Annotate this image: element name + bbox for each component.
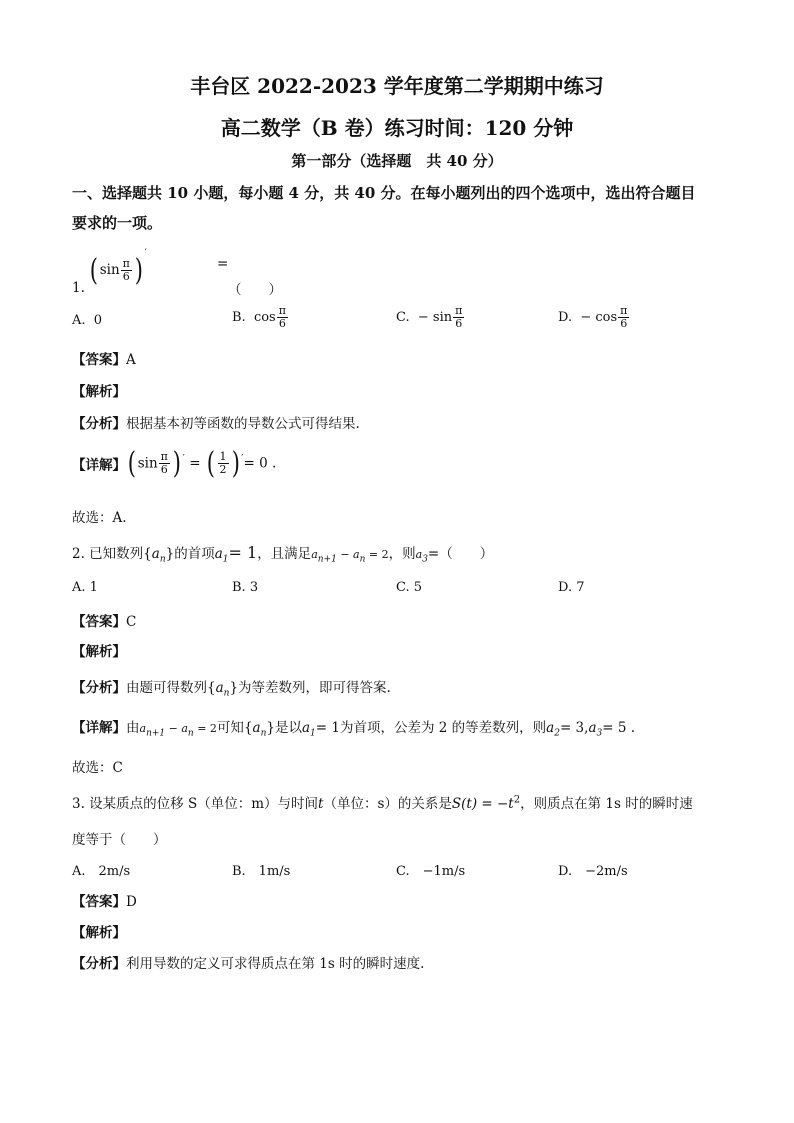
q3-option-b: B. 1m/s (232, 864, 291, 879)
fraction-pi-6: $\frac{\pi}{6}$ (122, 256, 130, 283)
page-subtitle: 高二数学（B 卷）练习时间：120 分钟 (220, 116, 574, 140)
section-intro-line1: 一、选择题共 10 小题，每小题 4 分，共 40 分。在每小题列出的四个选项中，选出符合题目 (72, 184, 696, 202)
sin-text: sin (99, 262, 120, 278)
q2-answer: 【答案】C (72, 614, 137, 630)
q1-option-b: B. cos $\frac{\pi}{6}$ (232, 304, 286, 331)
q1-derivative-expr: ( sin $\frac{\pi}{6}$ ) ′ (89, 248, 147, 288)
q2-analysis-tag: 【解析】 (72, 644, 126, 660)
q1-fenxi: 【分析】根据基本初等函数的导数公式可得结果. (72, 416, 360, 432)
question-number: 1. (72, 280, 85, 296)
q3-option-c: C. −1m/s (396, 864, 466, 879)
q2-option-b: B. 3 (232, 580, 259, 595)
q1-xiangjie: 【详解】( sin $\frac{\pi}{6}$ ) ′ = ( $\frac{1}{2}$ ) ′= 0 . (72, 446, 277, 481)
q3-answer: 【答案】D (72, 894, 137, 910)
question-3-stem-line2: 度等于（ ） (72, 832, 167, 848)
q2-xiangjie: 【详解】由$a_{n+1} - a_n = 2$可知$\{a_n\}$是以$a_1= 1$为首项，公差为 2 的等差数列，则$a_2= 3,a_3= 5$ . (72, 720, 636, 739)
q2-fenxi: 【分析】由题可得数列$\{a_n\}$为等差数列，即可得答案. (72, 680, 391, 699)
q3-option-d: D. −2m/s (558, 864, 628, 879)
q3-analysis-tag: 【解析】 (72, 925, 126, 941)
q2-conclusion: 故选：C (72, 760, 123, 776)
question-2-stem: 2. 已知数列$\{a_n\}$的首项$a_1= 1$，且满足$a_{n+1} - a_n = 2$，则$a_3=$（ ） (72, 543, 494, 565)
q2-option-a: A. 1 (72, 580, 98, 595)
answer-blank: （ ） (228, 282, 282, 298)
q3-fenxi: 【分析】利用导数的定义可求得质点在第 1s 时的瞬时速度. (72, 956, 425, 972)
q1-conclusion: 故选：A. (72, 510, 127, 526)
q1-option-d: D. − cos $\frac{\pi}{6}$ (558, 304, 628, 331)
q2-option-c: C. 5 (396, 580, 423, 595)
q3-option-a: A. 2m/s (72, 864, 131, 879)
page-title: 丰台区 2022-2023 学年度第二学期期中练习 (190, 74, 604, 98)
part-heading: 第一部分（选择题 共 40 分） (291, 152, 503, 170)
q2-option-d: D. 7 (558, 580, 585, 595)
question-3-stem-line1: 3. 设某质点的位移 S（单位：m）与时间t（单位：s）的关系是$S(t) = -t^2$，则质点在第 1s 时的瞬时速 (72, 794, 693, 812)
q1-option-a: A. 0 (72, 313, 103, 328)
equals-sign: = (217, 256, 229, 272)
section-intro-line2: 要求的一项。 (72, 214, 163, 232)
q1-analysis-tag: 【解析】 (72, 384, 126, 400)
q1-answer: 【答案】A (72, 352, 136, 368)
q1-option-c: C. − sin $\frac{\pi}{6}$ (396, 304, 463, 331)
